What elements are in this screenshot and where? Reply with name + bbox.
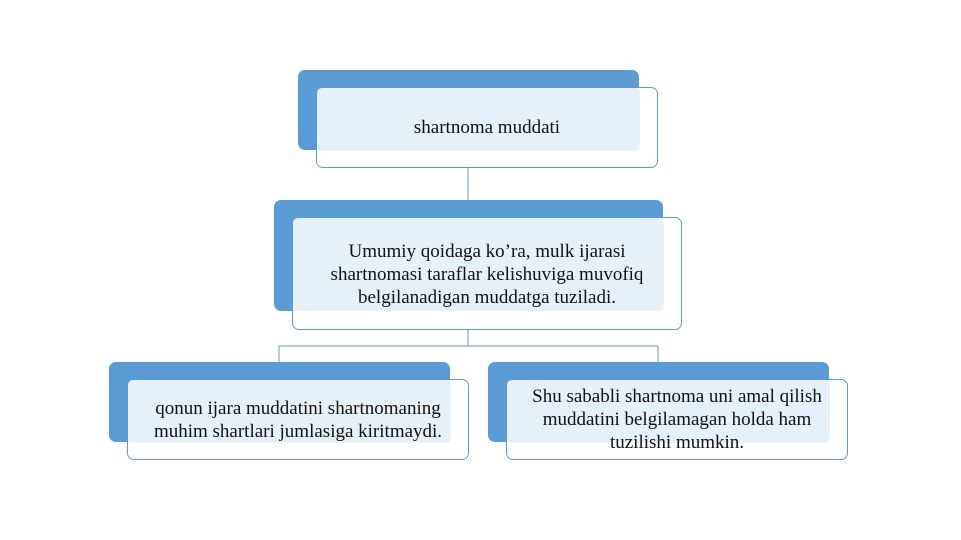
child-node-right-box — [506, 379, 848, 460]
root-node-label: shartnoma muddati — [413, 117, 561, 138]
middle-node-label: Umumiy qoidaga ko’ra, mulk ijarasi shartnomasi taraflar kelishuviga muvofiq belgilanadigan muddatga tuziladi. — [330, 241, 644, 308]
child-node-left-box — [127, 379, 469, 460]
child-node-left-label: qonun ijara muddatini shartnomaning muhim shartlari jumlasiga kiritmaydi. — [153, 397, 443, 442]
root-node-box — [316, 87, 658, 168]
child-node-right-label: Shu sababli shartnoma uni amal qilish muddatini belgilamagan holda ham tuzilishi mumkin. — [532, 386, 822, 453]
middle-node-box — [292, 217, 682, 330]
